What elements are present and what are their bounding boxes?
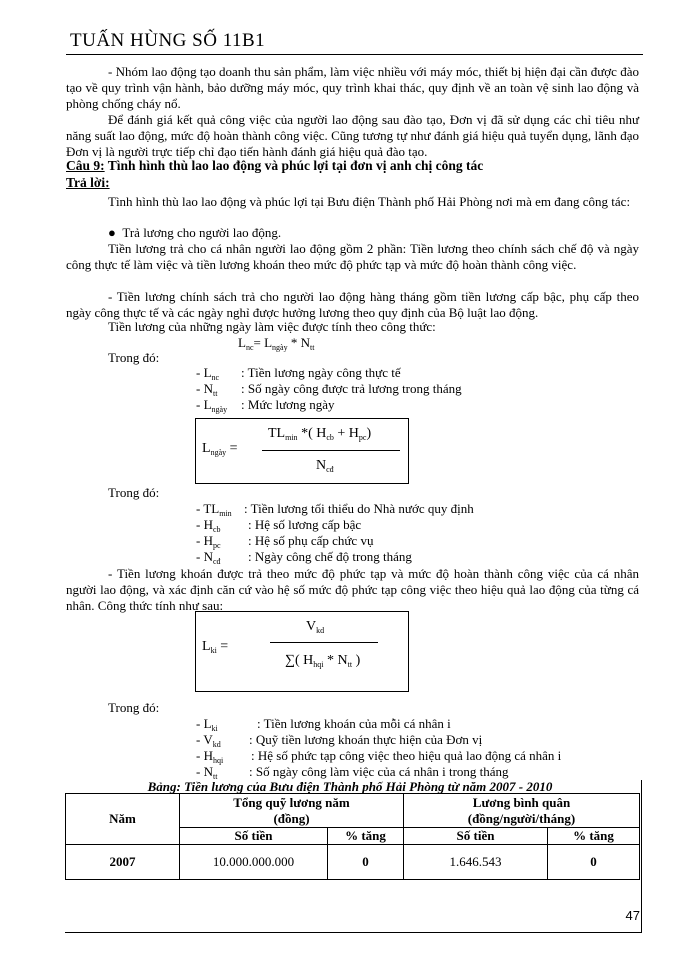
def3-desc: : Số ngày công làm việc của cá nhân i trong tháng: [249, 764, 509, 779]
formula3-lhs: $L_{ki}$ =: [202, 639, 229, 655]
page-number: 47: [625, 908, 640, 923]
def2-desc: : Ngày công chế độ trong tháng: [248, 549, 412, 564]
page-border-bottom: [65, 932, 642, 933]
sub-header-amount: Số tiền: [404, 828, 548, 845]
header-rule: [66, 54, 643, 55]
table-row: [66, 845, 640, 880]
paragraph-salary-parts: Tiền lương trả cho cá nhân người lao động gồm 2 phần: Tiền lương theo chính sách chế độ và ngày công thực tế làm việc và tiền lương khoán theo mức độ phức tạp và mức độ hoàn thành công việc.: [66, 241, 639, 272]
page-border-right: [641, 780, 642, 933]
def1-item: - $N_{tt}$: [196, 381, 218, 398]
salary-table: [65, 793, 640, 880]
sub-header-amount: Số tiền: [180, 828, 328, 845]
paragraph-evaluation: Để đánh giá kết quả công việc của người lao động sau đào tạo, Đơn vị đã sử dụng các chỉ tiêu như năng suất lao động, mức độ hoàn thành công việc. Cũng tương tự như đánh giá hiệu quả tuyển dụng, lãnh đạo Đơn vị là người trực tiếp chỉ đạo tiến hành đánh giá hiệu quả đào tạo.: [66, 112, 639, 159]
page-header-title: TUẤN HÙNG SỐ 11B1: [70, 30, 266, 51]
def1-item: - $L_{nc}$: [196, 365, 220, 382]
where-label-3: Trong đó:: [108, 700, 160, 715]
bullet-item: [108, 225, 281, 241]
formula3-fraction-line: [270, 642, 378, 643]
formula1-lhs-sub: nc: [245, 343, 254, 352]
def2-item: - $TL_{min}$: [196, 501, 232, 518]
formula2-denominator: $N_{cđ}$: [316, 458, 334, 474]
where-label-1: Trong đó:: [108, 350, 160, 365]
formula2-fraction-line: [262, 450, 400, 451]
def1-item: - $L_{ngày}$: [196, 397, 228, 414]
def2-item: - $H_{cb}$: [196, 517, 221, 534]
def3-desc: : Tiền lương khoán của mỗi cá nhân i: [257, 716, 451, 731]
cell-year: 2007: [66, 845, 180, 880]
question-9-heading: [66, 158, 483, 174]
col-year-header: Năm: [66, 794, 180, 845]
group-avg-salary-unit: (đồng/người/tháng): [467, 810, 576, 826]
cell-avg: 1.646.543: [404, 845, 548, 880]
group-total-fund-unit: (đồng): [273, 810, 310, 826]
group-avg-salary-header: [404, 794, 640, 828]
def1-desc: : Tiền lương ngày công thực tế: [241, 365, 401, 380]
def1-desc: : Mức lương ngày: [241, 397, 335, 412]
def2-item: - $H_{pc}$: [196, 533, 221, 550]
def2-desc: : Tiền lương tối thiểu do Nhà nước quy định: [244, 501, 474, 516]
def2-desc: : Hệ số lương cấp bậc: [248, 517, 362, 532]
sub-header-pct: % tăng: [328, 828, 404, 845]
formula1-mid-sub: ngày: [272, 343, 288, 352]
formula3-denominator: ∑( $H_{hqi} * N_{tt}$ ): [285, 653, 361, 669]
question-9-label: Câu 9:: [66, 158, 105, 173]
bullet-text: Trả lương cho người lao động.: [122, 225, 282, 240]
def3-desc: : Hệ số phức tạp công việc theo hiệu quả lao động cá nhân i: [251, 748, 562, 763]
def3-item: - $V_{kd}$: [196, 732, 221, 749]
cell-fund-pct: 0: [328, 845, 404, 880]
def3-desc: : Quỹ tiền lương khoán thực hiện của Đơn vị: [249, 732, 483, 747]
table-caption: Bảng: Tiền lương của Bưu điện Thành phố Hải Phòng từ năm 2007 - 2010: [147, 779, 553, 794]
bullet-dot-icon: ●: [108, 225, 116, 240]
def1-desc: : Số ngày công được trả lương trong tháng: [241, 381, 462, 396]
formula2-numerator: $TL_{min}$ *( $H_{cb} + H_{pc}$): [268, 426, 372, 442]
def2-item: - $N_{cđ}$: [196, 549, 221, 566]
sub-header-pct: % tăng: [548, 828, 640, 845]
group-total-fund-header: [180, 794, 404, 828]
cell-avg-pct: 0: [548, 845, 640, 880]
def3-item: - $L_{ki}$: [196, 716, 218, 733]
answer-label: Trả lời:: [66, 175, 110, 190]
group-avg-salary-title: Lương bình quân: [472, 794, 571, 810]
formula3-numerator: $V_{kd}$: [306, 619, 325, 635]
paragraph-piece-rate: - Tiền lương khoán được trả theo mức độ phức tạp và mức độ hoàn thành công việc của cá nhân người lao động, và xác định căn cứ vào hệ số mức độ phức tạp công việc theo hiệu quả lao động của từng cá nhân. Công thức tính như sau:: [66, 566, 639, 613]
formula2-lhs: $L_{ngày}$ =: [202, 441, 238, 457]
where-label-2: Trong đó:: [108, 485, 160, 500]
formula1-rest: * N: [287, 335, 310, 350]
group-total-fund-title: Tổng quỹ lương năm: [233, 794, 350, 810]
formula-daily-wage: [238, 335, 314, 351]
paragraph-intro: Tình hình thù lao lao động và phúc lợi tại Bưu điện Thành phố Hải Phòng nơi mà em đang công tác:: [108, 194, 631, 209]
formula1-rest-sub: tt: [310, 343, 315, 352]
def3-item: - $H_{hqi}$: [196, 748, 224, 765]
question-9-text: Tình hình thù lao lao động và phúc lợi tại đơn vị anh chị công tác: [104, 158, 484, 173]
formula1-eq: = L: [253, 335, 273, 350]
paragraph-policy-salary: - Tiền lương chính sách trả cho người lao động hàng tháng gồm tiền lương cấp bậc, phụ cấp theo ngày công thực tế và các ngày nghỉ được hưởng lương theo quy định của Bộ luật lao động.: [66, 289, 639, 320]
cell-fund: 10.000.000.000: [180, 845, 328, 880]
paragraph-training-group: - Nhóm lao động tạo doanh thu sản phẩm, làm việc nhiều với máy móc, thiết bị hiện đại cần được đào tạo về quy trình vận hành, bảo dưỡng máy móc, quy trình khai thác, quy định về an toàn vệ sinh lao động và phòng chống cháy nổ.: [66, 64, 639, 111]
formula1-lhs: L: [238, 335, 246, 350]
def2-desc: : Hệ số phụ cấp chức vụ: [248, 533, 374, 548]
def3-item: - $N_{tt}$: [196, 764, 218, 781]
paragraph-formula-intro: Tiền lương của những ngày làm việc được tính theo công thức:: [108, 319, 436, 334]
